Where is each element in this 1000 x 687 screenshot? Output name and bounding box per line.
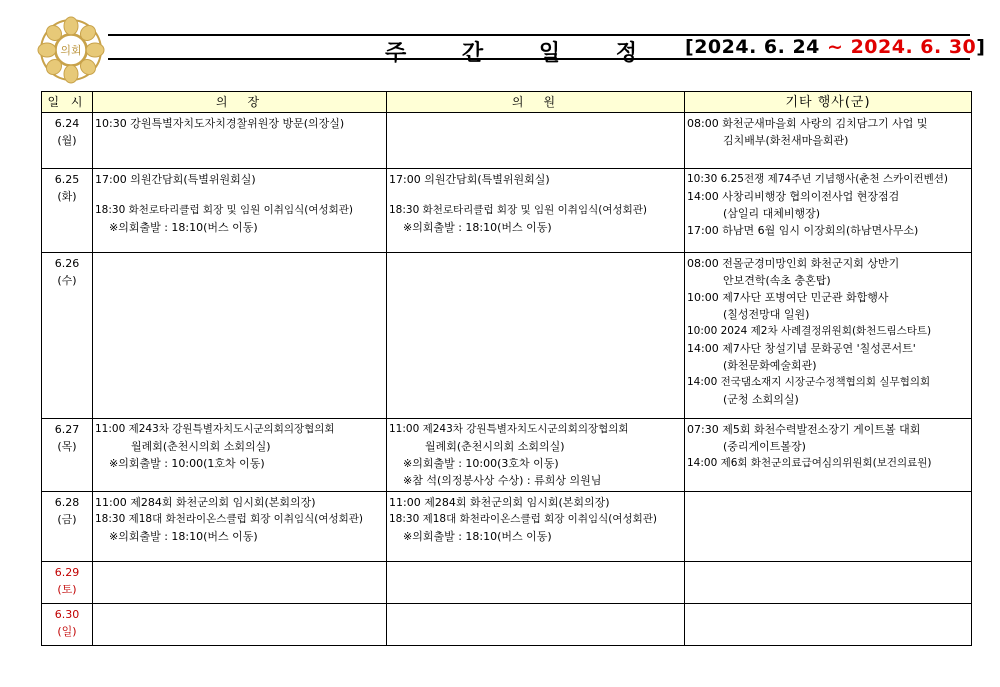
date-cell: 6.24 (월) — [42, 113, 93, 169]
period-separator: ~ — [819, 36, 851, 58]
other-cell — [685, 419, 972, 492]
member-entry: 11:00 제243차 강원특별자치도시군의회의장협의회 — [389, 423, 629, 435]
table-row — [42, 169, 972, 253]
chair-entry-detail: 월례회(춘천시의회 소회의실) — [131, 440, 271, 453]
header-chair: 의 장 — [93, 92, 387, 113]
other-cell — [685, 169, 972, 253]
chair-cell — [93, 419, 387, 492]
other-cell — [685, 113, 972, 169]
chair-entry: 11:00 제284회 화천군의회 임시회(본회의장) — [95, 496, 316, 509]
other-entry: 08:00 화천군새마을회 사랑의 김치담그기 사업 및 — [687, 117, 928, 130]
other-entry: 08:00 전몰군경미망인회 화천군지회 상반기 — [687, 257, 900, 270]
chair-cell — [93, 113, 387, 169]
chair-entry: 18:30 제18대 화천라이온스클럽 회장 이취임식(여성회관) — [95, 513, 364, 525]
member-entry: 18:30 화천로타리클럽 회장 및 임원 이취임식(여성회관) — [389, 204, 647, 216]
member-cell — [387, 419, 685, 492]
chair-cell — [93, 562, 387, 604]
header-member: 의 원 — [387, 92, 685, 113]
other-entry-detail: (중리게이트볼장) — [723, 440, 806, 453]
date-cell: 6.26 (수) — [42, 253, 93, 419]
member-note: ※의회출발 : 10:00(3호차 이동) — [403, 457, 559, 470]
other-entry-detail: (삼일리 대체비행장) — [723, 207, 821, 220]
date-cell: 6.29 (토) — [42, 562, 93, 604]
chair-cell — [93, 492, 387, 562]
period-range — [685, 36, 985, 58]
period-end: 2024. 6. 30 — [850, 36, 977, 58]
member-cell — [387, 562, 685, 604]
other-entry: 10:30 6.25전쟁 제74주년 기념행사(춘천 스카이컨벤션) — [687, 173, 948, 185]
other-cell — [685, 604, 972, 646]
table-row — [42, 419, 972, 492]
seal-text: 의회 — [60, 44, 82, 57]
chair-note: ※의회출발 : 18:10(버스 이동) — [109, 221, 258, 234]
header-date: 일 시 — [42, 92, 93, 113]
chair-entry: 18:30 화천로타리클럽 회장 및 임원 이취임식(여성회관) — [95, 204, 353, 216]
other-cell — [685, 253, 972, 419]
table-header-row — [42, 92, 972, 113]
other-cell — [685, 492, 972, 562]
member-cell — [387, 604, 685, 646]
chair-entry: 11:00 제243차 강원특별자치도시군의회의장협의회 — [95, 423, 335, 435]
other-entry: 17:00 하남면 6월 임시 이장회의(하남면사무소) — [687, 224, 919, 237]
date-cell: 6.28 (금) — [42, 492, 93, 562]
chair-note: ※의회출발 : 18:10(버스 이동) — [109, 530, 258, 543]
period-open-bracket: [ — [685, 36, 695, 58]
table-row — [42, 253, 972, 419]
period-close-bracket: ] — [976, 36, 986, 58]
member-cell — [387, 253, 685, 419]
member-cell — [387, 169, 685, 253]
member-entry: 18:30 제18대 화천라이온스클럽 회장 이취임식(여성회관) — [389, 513, 658, 525]
other-entry: 14:00 사창리비행장 협의이전사업 현장점검 — [687, 190, 900, 203]
other-entry-detail: (화천문화예술회관) — [723, 359, 817, 372]
chair-entry: 17:00 의원간담회(특별위원회실) — [95, 173, 256, 186]
date-cell: 6.30 (일) — [42, 604, 93, 646]
other-entry-detail: (군청 소회의실) — [723, 393, 799, 406]
other-entry-detail: 안보견학(속초 충혼탑) — [723, 274, 831, 287]
other-cell — [685, 562, 972, 604]
member-note: ※의회출발 : 18:10(버스 이동) — [403, 530, 552, 543]
date-cell: 6.27 (목) — [42, 419, 93, 492]
weekly-schedule-table — [41, 91, 972, 646]
other-entry: 14:00 전국댐소재지 시장군수정책협의회 실무협의회 — [687, 376, 931, 388]
council-seal-logo — [37, 16, 105, 84]
other-entry: 10:00 제7사단 포병여단 민군관 화합행사 — [687, 291, 889, 304]
table-row — [42, 113, 972, 169]
chair-cell — [93, 253, 387, 419]
other-entry: 14:00 제7사단 창설기념 문화공연 '칠성콘서트' — [687, 342, 916, 355]
chair-cell — [93, 604, 387, 646]
member-entry: 11:00 제284회 화천군의회 임시회(본회의장) — [389, 496, 610, 509]
chair-cell — [93, 169, 387, 253]
member-cell — [387, 492, 685, 562]
member-entry: 17:00 의원간담회(특별위원회실) — [389, 173, 550, 186]
page-title: 주 간 일 정 — [385, 41, 661, 66]
header-other-events: 기타 행사(군) — [685, 92, 972, 113]
member-cell — [387, 113, 685, 169]
period-start: 2024. 6. 24 — [694, 36, 820, 58]
member-note: ※참 석(의정봉사상 수상) : 류희상 의원님 — [403, 474, 602, 487]
other-entry-detail: (칠성전망대 일원) — [723, 308, 810, 321]
member-note: ※의회출발 : 18:10(버스 이동) — [403, 221, 552, 234]
date-cell: 6.25 (화) — [42, 169, 93, 253]
table-row — [42, 492, 972, 562]
table-row — [42, 604, 972, 646]
other-entry: 10:00 2024 제2차 사례결정위원회(화천드림스타트) — [687, 325, 932, 337]
other-entry: 14:00 제6회 화천군의료급여심의위원회(보건의료원) — [687, 457, 932, 469]
member-entry-detail: 월례회(춘천시의회 소회의실) — [425, 440, 565, 453]
other-entry-detail: 김치배부(화천새마을회관) — [723, 134, 849, 147]
chair-entry: 10:30 강원특별자치도자치경찰위원장 방문(의장실) — [95, 117, 345, 130]
other-entry: 07:30 제5회 화천수력발전소장기 게이트볼 대회 — [687, 423, 921, 436]
table-row — [42, 562, 972, 604]
chair-note: ※의회출발 : 10:00(1호차 이동) — [109, 457, 265, 470]
